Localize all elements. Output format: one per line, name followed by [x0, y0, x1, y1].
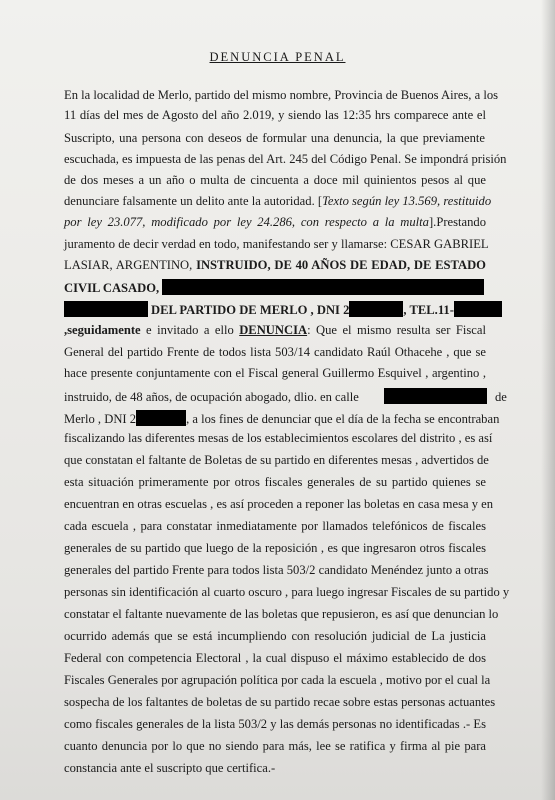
text-line: hace presente conjuntamente con el Fiscal general Guillermo Esquivel , argentino ,	[64, 366, 486, 380]
redaction-bar	[384, 388, 487, 404]
text-line: sospecha de los faltantes de boletas de su partido recae sobre estas personas actuantes	[64, 695, 496, 709]
text-line: constancia ante el suscripto que certifica.-	[64, 761, 276, 775]
text-line: encuentran en otras escuelas , es así proceden a reponer las boletas en casa mesa y en	[64, 497, 494, 511]
text-line: por ley 23.077, modificado por ley 24.286, con respecto a la multa].Prestando	[64, 215, 486, 229]
redaction-bar	[454, 301, 502, 317]
text-line: Federal con competencia Electoral , la cual dispuso el máximo establecido de dos	[64, 651, 486, 665]
text-line: como fiscales generales de la lista 503/2 y las demás personas no identificadas .- Es	[64, 717, 486, 731]
text-line: Fiscales Generales por agrupación política por cada la escuela , motivo por el cual la	[64, 673, 491, 687]
text-line: fiscalizando las diferentes mesas de los establecimientos escolares del distrito , es así	[64, 431, 493, 445]
redaction-bar	[349, 301, 403, 317]
text-line: ,seguidamente e invitado a ello DENUNCIA: Que el mismo resulta ser Fiscal	[64, 323, 486, 337]
text-line: ocurrido además que se está incumpliendo con resolución judicial de La justicia	[64, 629, 486, 643]
text-line: 11 días del mes de Agosto del año 2.019, y siendo las 12:35 hrs comparece ante el	[64, 108, 486, 122]
text-line: generales del partido Frente para todos lista 503/2 candidato Menéndez junto a otras	[64, 563, 489, 577]
text-line: que constatan el faltante de Boletas de su partido en diferentes mesas , advertidos de	[64, 453, 489, 467]
text-line: cuanto denuncia por lo que no siendo para más, lee se ratifica y firma al pie para	[64, 739, 486, 753]
text-line: General del partido Frente de todos lista 503/14 candidato Raúl Othacehe , que se	[64, 345, 486, 359]
text-line: juramento de decir verdad en todo, manifestando ser y llamarse: CESAR GABRIEL	[64, 237, 489, 251]
redaction-bar	[136, 410, 186, 426]
text-line: Merlo , DNI 2 , a los fines de denunciar que el día de la fecha se encontraban	[64, 412, 500, 426]
text-line: denunciare falsamente un delito ante la autoridad. [Texto según ley 13.569, restituido	[64, 194, 492, 208]
document-title: DENUNCIA PENAL	[209, 50, 346, 64]
text-line: instruido, de 48 años, de ocupación abogado, dlio. en calle de	[64, 390, 507, 404]
page-edge-shadow	[541, 0, 555, 800]
text-line: cada escuela , para constatar inmediatamente por llamados telefónicos de fiscales	[64, 519, 486, 533]
text-line: En la localidad de Merlo, partido del mismo nombre, Provincia de Buenos Aires, a los	[64, 88, 499, 102]
text-line: CIVIL CASADO,	[64, 279, 489, 299]
redaction-bar	[64, 301, 148, 317]
text-line: constatar el faltante nuevamente de las boletas que repusieron, es así que denuncian lo	[64, 607, 499, 621]
text-line: LASIAR, ARGENTINO, INSTRUIDO, DE 40 AÑOS DE EDAD, DE ESTADO	[64, 258, 486, 272]
text-line: esta situación primeramente por otros fiscales generales de su partido quienes se	[64, 475, 486, 489]
text-line: DEL PARTIDO DE MERLO , DNI 2 , TEL.11-	[64, 301, 494, 321]
text-line: de dos meses a un año o multa de cincuenta a doce mil quinientos pesos al que	[64, 173, 486, 187]
text-line: Suscripto, una persona con deseos de formular una denuncia, la que previamente	[64, 131, 485, 145]
text-line: escuchada, es impuesta de las penas del Art. 245 del Código Penal. Se impondrá prisión	[64, 152, 507, 166]
redaction-bar	[162, 279, 484, 295]
text-line: personas sin identificación al cuarto oscuro , para luego ingresar Fiscales de su partido y	[64, 585, 510, 599]
text-line: generales de su partido que luego de la reposición , es que ingresaron otros fiscales	[64, 541, 486, 555]
